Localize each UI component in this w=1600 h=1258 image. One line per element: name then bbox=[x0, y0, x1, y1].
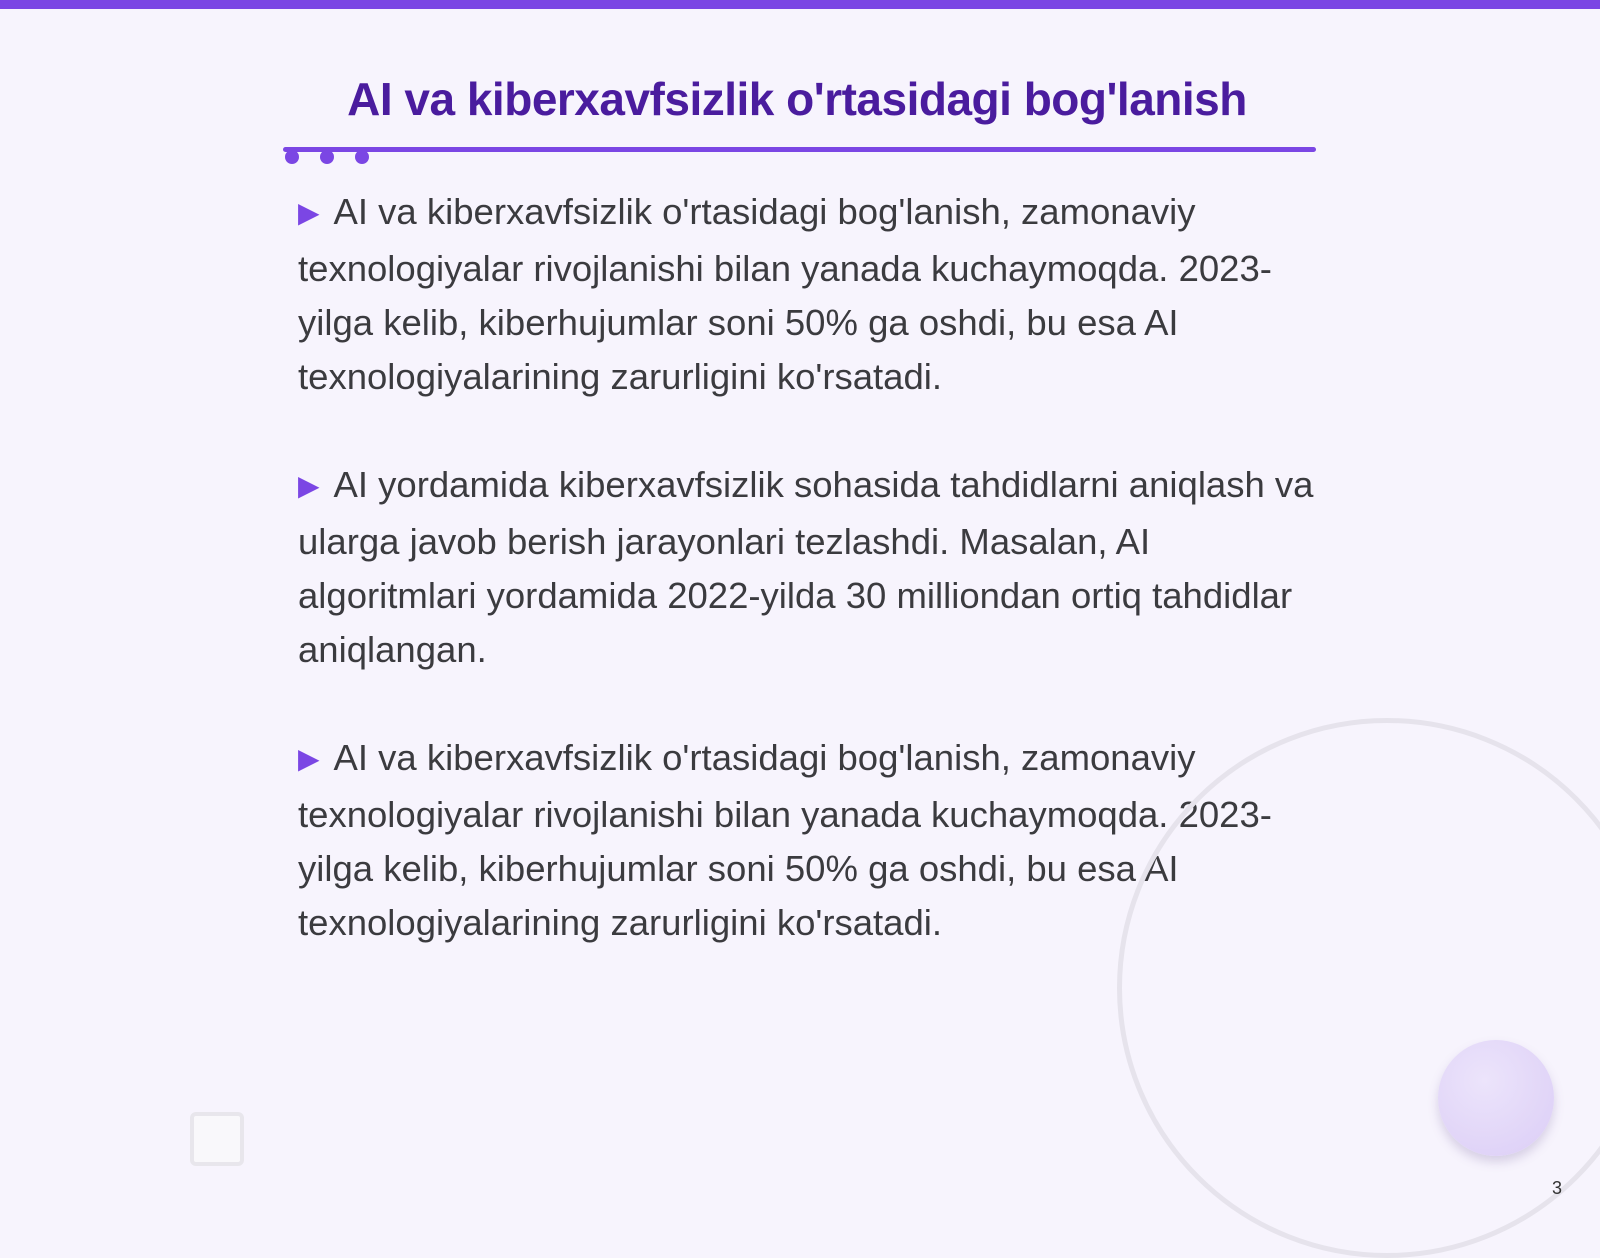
bullet-text: AI va kiberxavfsizlik o'rtasidagi bog'lanish, zamonaviy texnologiyalar rivojlanishi bilan yanada kuchaymoqda. 2023-yilga kelib, kiberhujumlar soni 50% ga oshdi, bu esa AI texnologiyalarining zarurligini ko'rsatadi. bbox=[298, 737, 1272, 943]
bullet-item bbox=[298, 185, 1318, 404]
decorative-dot bbox=[320, 150, 334, 164]
decorative-disc bbox=[1438, 1040, 1554, 1156]
bullet-text: AI va kiberxavfsizlik o'rtasidagi bog'lanish, zamonaviy texnologiyalar rivojlanishi bilan yanada kuchaymoqda. 2023-yilga kelib, kiberhujumlar soni 50% ga oshdi, bu esa AI texnologiyalarining zarurligini ko'rsatadi. bbox=[298, 191, 1272, 397]
slide-title: AI va kiberxavfsizlik o'rtasidagi bog'lanish bbox=[347, 73, 1247, 125]
decorative-square bbox=[190, 1112, 244, 1166]
decorative-dot bbox=[285, 150, 299, 164]
decorative-dot bbox=[355, 150, 369, 164]
title-underline bbox=[283, 147, 1316, 152]
triangle-right-icon: ▶ bbox=[298, 197, 320, 228]
bullet-text: AI yordamida kiberxavfsizlik sohasida tahdidlarni aniqlash va ularga javob berish jarayonlari tezlashdi. Masalan, AI algoritmlari yordamida 2022-yilda 30 milliondan ortiq tahdidlar aniqlangan. bbox=[298, 464, 1314, 670]
top-accent-bar bbox=[0, 0, 1600, 9]
triangle-right-icon: ▶ bbox=[298, 743, 320, 774]
triangle-right-icon: ▶ bbox=[298, 470, 320, 501]
bullet-item bbox=[298, 458, 1318, 677]
page-number: 3 bbox=[1552, 1178, 1563, 1198]
